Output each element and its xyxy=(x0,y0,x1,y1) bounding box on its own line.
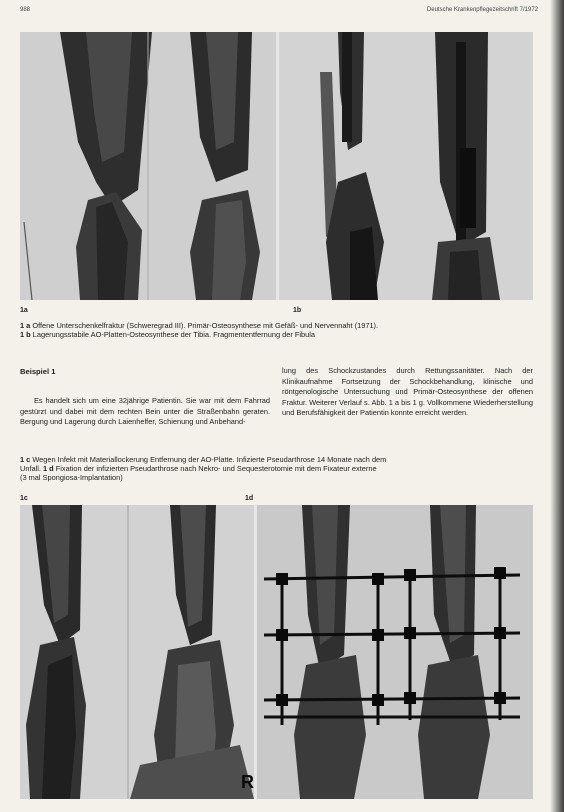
figure-label-1c: 1c xyxy=(20,495,28,502)
page-edge-shadow xyxy=(550,0,564,812)
caption-1c-text: Wegen Infekt mit Materiallockerung Entfernung der AO-Platte. Infizierte Pseudarthrose 14 Monate nach dem xyxy=(30,455,387,464)
xray-figure-1a-1b xyxy=(20,32,533,300)
figure-label-1d: 1d xyxy=(245,495,254,502)
caption-1d-continued: (3 mal Spongiosa-Implantation) xyxy=(20,473,123,483)
caption-bottom xyxy=(20,455,533,483)
caption-1c-prefix: 1 c xyxy=(20,455,31,464)
xray-figure-1c-1d xyxy=(20,505,533,799)
caption-1d-text: Fixation der infizierten Pseudarthrose nach Nekro- und Sequesterotomie mit dem Fixateur externe xyxy=(53,464,377,474)
figure-label-1b: 1b xyxy=(293,307,302,314)
caption-1b-text: Lagerungsstabile AO-Platten-Osteosynthese der Tibia. Fragmententfernung der Fibula xyxy=(30,330,315,340)
page-number: 988 xyxy=(20,7,31,13)
body-right-column: lung des Schockzustandes durch Rettungssanitäter. Nach der Klinikaufnahme Fortsetzung der Schockbehandlung, klinische und röntgenologische Untersuchung und Primär-Osteosynthese der offenen Fraktur. Weiterer Verlauf s. Abb. 1 a bis 1 g. Vollkommene Wiederherstellung und Berufsfähigkeit der Patientin konnte erreicht werden. xyxy=(282,366,533,418)
journal-title: Deutsche Krankenpflegezeitschrift 7/1972 xyxy=(426,7,538,13)
caption-1d-prefix: 1 d xyxy=(43,464,54,474)
caption-top xyxy=(20,321,533,339)
xray-marker-r: R xyxy=(241,772,254,792)
caption-1a-prefix: 1 a xyxy=(20,321,31,330)
body-left-column: Es handelt sich um eine 32jährige Patientin. Sie war mit dem Fahrrad gestürzt und dabei mit dem rechten Bein unter die Straßenbahn geraten. Bergung und Lagerung durch Laienhelfer, Schienung und Anbehand- xyxy=(20,396,270,427)
caption-1b-prefix: 1 b xyxy=(20,330,31,340)
caption-1d-lead: Unfall. xyxy=(20,464,44,474)
caption-1a-text: Offene Unterschenkelfraktur (Schweregrad III). Primär-Osteosynthese mit Gefäß- und Nervennaht (1971). xyxy=(30,321,379,330)
figure-label-1a: 1a xyxy=(20,307,28,314)
section-heading: Beispiel 1 xyxy=(20,367,56,376)
